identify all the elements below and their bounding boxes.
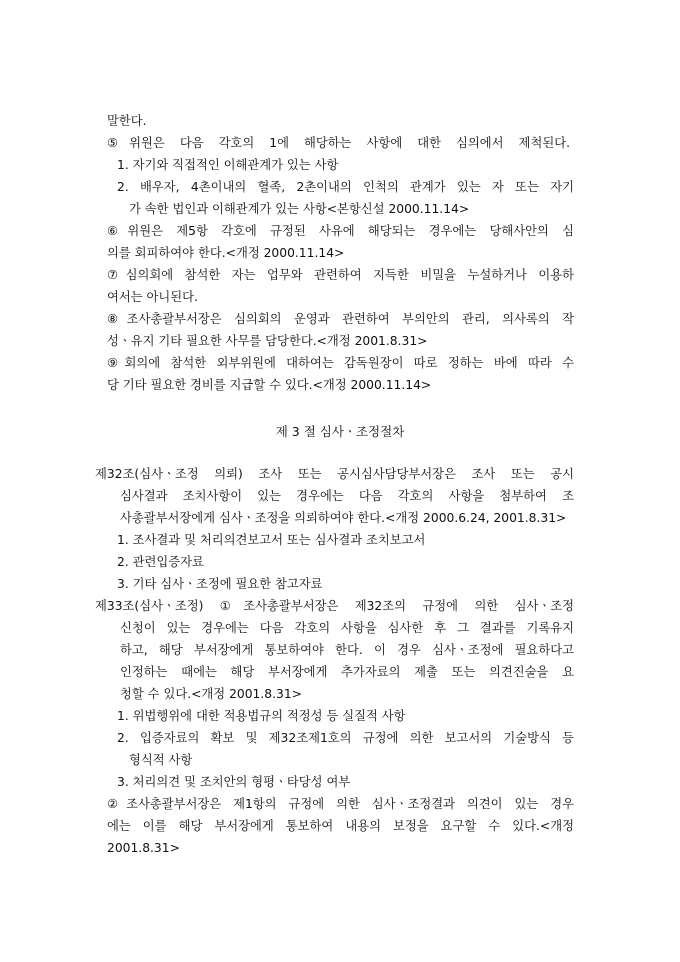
paragraph-9: ⑨회의에 참석한 외부위원에 대하여는 감독원장이 따로 정하는 바에 따라 수 — [107, 356, 574, 370]
list-item: 1. 위법행위에 대한 적용법규의 적정성 등 실질적 사항 — [117, 709, 406, 723]
paragraph-7: ⑦심의회에 참석한 자는 업무와 관련하여 지득한 비밀을 누설하거나 이용하 — [107, 268, 574, 282]
paragraph-7-continuation: 여서는 아니된다. — [107, 290, 198, 304]
article-32-continuation: 심사결과 조치사항이 있는 경우에는 다음 각호의 사항을 첨부하여 조 — [120, 489, 574, 503]
article-33-continuation: 하고, 해당 부서장에게 통보하여야 한다. 이 경우 심사ㆍ조정에 필요하다고 — [120, 643, 574, 657]
article-33-paragraph-2: ②조사총괄부서장은 제1항의 규정에 의한 심사ㆍ조정결과 의견이 있는 경우 — [107, 797, 574, 811]
article-33-continuation: 신청이 있는 경우에는 다음 각호의 사항을 심사한 후 그 결과를 기록유지 — [120, 621, 574, 635]
list-item: 1. 조사결과 및 처리의견보고서 또는 심사결과 조치보고서 — [117, 533, 426, 547]
list-item-continuation: 형식적 사항 — [129, 753, 193, 767]
paragraph-6-continuation: 의를 회피하여야 한다.<개정 2000.11.14> — [107, 246, 345, 260]
article-33-paragraph-2-continuation: 에는 이를 해당 부서장에게 통보하여 내용의 보정을 요구할 수 있다.<개정 — [107, 819, 574, 833]
article-33-continuation: 인정하는 때에는 해당 부서장에게 추가자료의 제출 또는 의견진술을 요 — [120, 665, 574, 679]
article-33-paragraph-2-continuation: 2001.8.31> — [107, 841, 180, 855]
paragraph-5: ⑤위원은 다음 각호의 1에 해당하는 사항에 대한 심의에서 제척된다. — [107, 136, 570, 150]
list-item: 3. 처리의견 및 조치안의 형평ㆍ타당성 여부 — [117, 775, 351, 789]
article-32-continuation: 사총괄부서장에게 심사ㆍ조정을 의뢰하여야 한다.<개정 2000.6.24, 2001.8.31> — [120, 511, 567, 525]
article-33-continuation: 청할 수 있다.<개정 2001.8.31> — [120, 687, 302, 701]
list-item-continuation: 가 속한 법인과 이해관계가 있는 사항<본항신설 2000.11.14> — [129, 202, 470, 216]
paragraph-8: ⑧조사총괄부서장은 심의회의 운영과 관련하여 부의안의 관리, 의사록의 작 — [107, 312, 574, 326]
section-heading: 제 3 절 심사ㆍ조정절차 — [275, 424, 405, 439]
paragraph-8-continuation: 성ㆍ유지 기타 필요한 사무를 담당한다.<개정 2001.8.31> — [107, 334, 428, 348]
paragraph-9-continuation: 당 기타 필요한 경비를 지급할 수 있다.<개정 2000.11.14> — [107, 378, 432, 392]
list-item: 3. 기타 심사ㆍ조정에 필요한 참고자료 — [117, 577, 323, 591]
paragraph-6: ⑥위원은 제5항 각호에 규정된 사유에 해당되는 경우에는 당해사안의 심 — [107, 224, 574, 238]
list-item: 2. 관련입증자료 — [117, 555, 204, 569]
list-item: 2. 배우자, 4촌이내의 혈족, 2촌이내의 인척의 관계가 있는 자 또는 자기 — [117, 180, 574, 194]
text-line: 말한다. — [107, 114, 147, 128]
article-32-title: 제32조(심사ㆍ조정 의뢰) 조사 또는 공시심사담당부서장은 조사 또는 공시 — [95, 467, 574, 481]
list-item: 2. 입증자료의 확보 및 제32조제1호의 규정에 의한 보고서의 기술방식 등 — [117, 731, 574, 745]
list-item: 1. 자기와 직접적인 이해관계가 있는 사항 — [117, 158, 339, 172]
article-33-title: 제33조(심사ㆍ조정) ①조사총괄부서장은 제32조의 규정에 의한 심사ㆍ조정 — [95, 599, 574, 613]
